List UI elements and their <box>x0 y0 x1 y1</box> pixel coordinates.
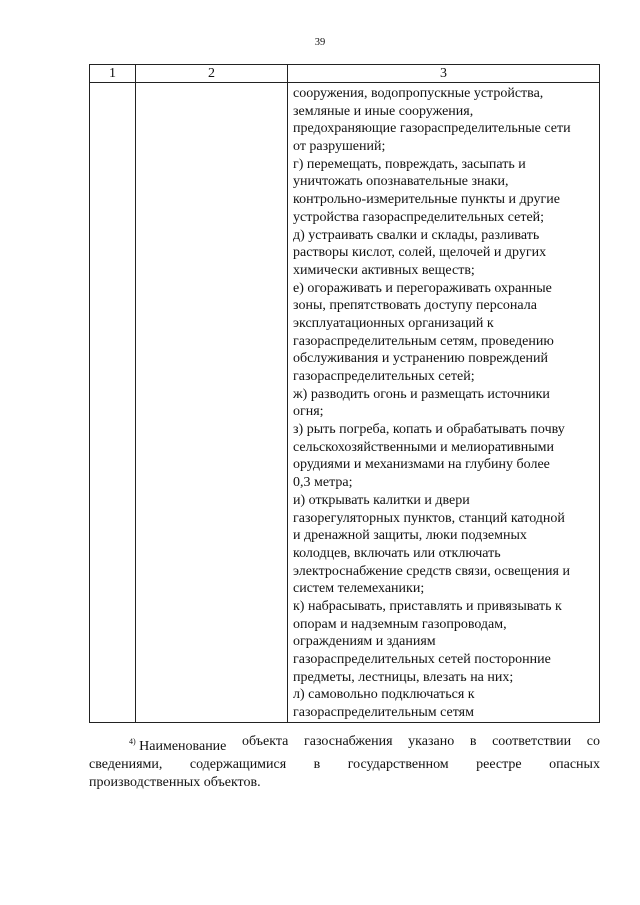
footnote-word: соответствии <box>492 734 572 749</box>
footnote-word: $^{4)}$ Наименование <box>129 737 227 754</box>
table-cell-col2 <box>136 83 288 723</box>
text-line: газораспределительным сетям <box>293 705 474 721</box>
text-line: г) перемещать, повреждать, засыпать и <box>293 156 526 172</box>
text-line: контрольно-измерительные пункты и другие <box>293 192 560 208</box>
table-cell-col3 <box>288 83 600 723</box>
footnote-word: объекта <box>242 734 289 749</box>
footnote-word: со <box>586 734 600 749</box>
footnote-line-2 <box>89 756 600 774</box>
table-cell-col1 <box>90 83 136 723</box>
text-line: зоны, препятствовать доступу персонала <box>293 298 537 314</box>
text-line: растворы кислот, солей, щелочей и других <box>293 245 547 261</box>
column-header-1: 1 <box>90 65 136 83</box>
text-line: сельскохозяйственными и мелиоративными <box>293 439 555 455</box>
text-line: и) открывать калитки и двери <box>293 492 470 508</box>
text-line: химически активных веществ; <box>293 262 475 278</box>
text-line: систем телемеханики; <box>293 581 425 597</box>
text-line: колодцев, включать или отключать <box>293 545 501 561</box>
footnote <box>89 733 600 792</box>
text-line: устройства газораспределительных сетей; <box>293 209 545 225</box>
text-line: з) рыть погреба, копать и обрабатывать почву <box>293 422 565 438</box>
text-line: обслуживания и устранению повреждений <box>293 351 549 367</box>
text-line: л) самовольно подключаться к <box>293 687 475 703</box>
text-line: орудиями и механизмами на глубину более <box>293 457 550 473</box>
footnote-word: газоснабжения <box>303 734 393 749</box>
prohibitions-text <box>288 83 599 722</box>
text-line: газораспределительным сетям, проведению <box>293 333 554 349</box>
footnote-word: сведениями, <box>89 757 163 772</box>
text-line: д) устраивать свалки и склады, разливать <box>293 227 540 243</box>
text-line: ограждениям и зданиям <box>293 634 436 650</box>
text-line: ж) разводить огонь и размещать источники <box>293 386 550 402</box>
footnote-line-1 <box>89 733 600 756</box>
table-row <box>90 83 600 723</box>
text-line: газораспределительных сетей; <box>293 369 475 384</box>
text-line: опорам и надземным газопроводам, <box>293 616 507 632</box>
page-number: 39 <box>314 37 326 48</box>
text-line: 0,3 метра; <box>293 475 353 491</box>
footnote-marker: 4) <box>129 737 136 746</box>
footnote-word: в <box>313 757 321 772</box>
footnote-word: указано <box>408 734 455 749</box>
text-line: земляные и иные сооружения, <box>293 103 474 119</box>
document-table <box>89 64 600 723</box>
text-line: огня; <box>293 404 324 420</box>
footnote-line-3: производственных объектов. <box>89 775 261 790</box>
footnote-word: государственном <box>347 757 449 772</box>
footnote-word: содержащимися <box>189 757 287 772</box>
text-line: газорегуляторных пунктов, станций катодной <box>293 510 565 526</box>
footnote-word: опасных <box>549 757 600 772</box>
column-header-2: 2 <box>136 65 288 83</box>
column-header-3: 3 <box>288 65 600 83</box>
footnote-word: реестре <box>476 757 522 772</box>
table-header-row <box>90 65 600 83</box>
text-line: сооружения, водопропускные устройства, <box>293 86 544 101</box>
text-line: к) набрасывать, приставлять и привязывать к <box>293 598 562 614</box>
text-line: е) огораживать и перегораживать охранные <box>293 280 552 296</box>
text-line: эксплуатационных организаций к <box>293 315 494 331</box>
footnote-word: в <box>469 734 477 749</box>
text-line: предметы, лестницы, влезать на них; <box>293 669 514 685</box>
text-line: от разрушений; <box>293 139 386 155</box>
text-line: электроснабжение средств связи, освещения и <box>293 563 570 579</box>
text-line: и дренажной защиты, люки подземных <box>293 528 527 544</box>
text-line: предохраняющие газораспределительные сети <box>293 121 571 137</box>
text-line: газораспределительных сетей посторонние <box>293 652 551 667</box>
text-line: уничтожать опознавательные знаки, <box>293 174 509 190</box>
